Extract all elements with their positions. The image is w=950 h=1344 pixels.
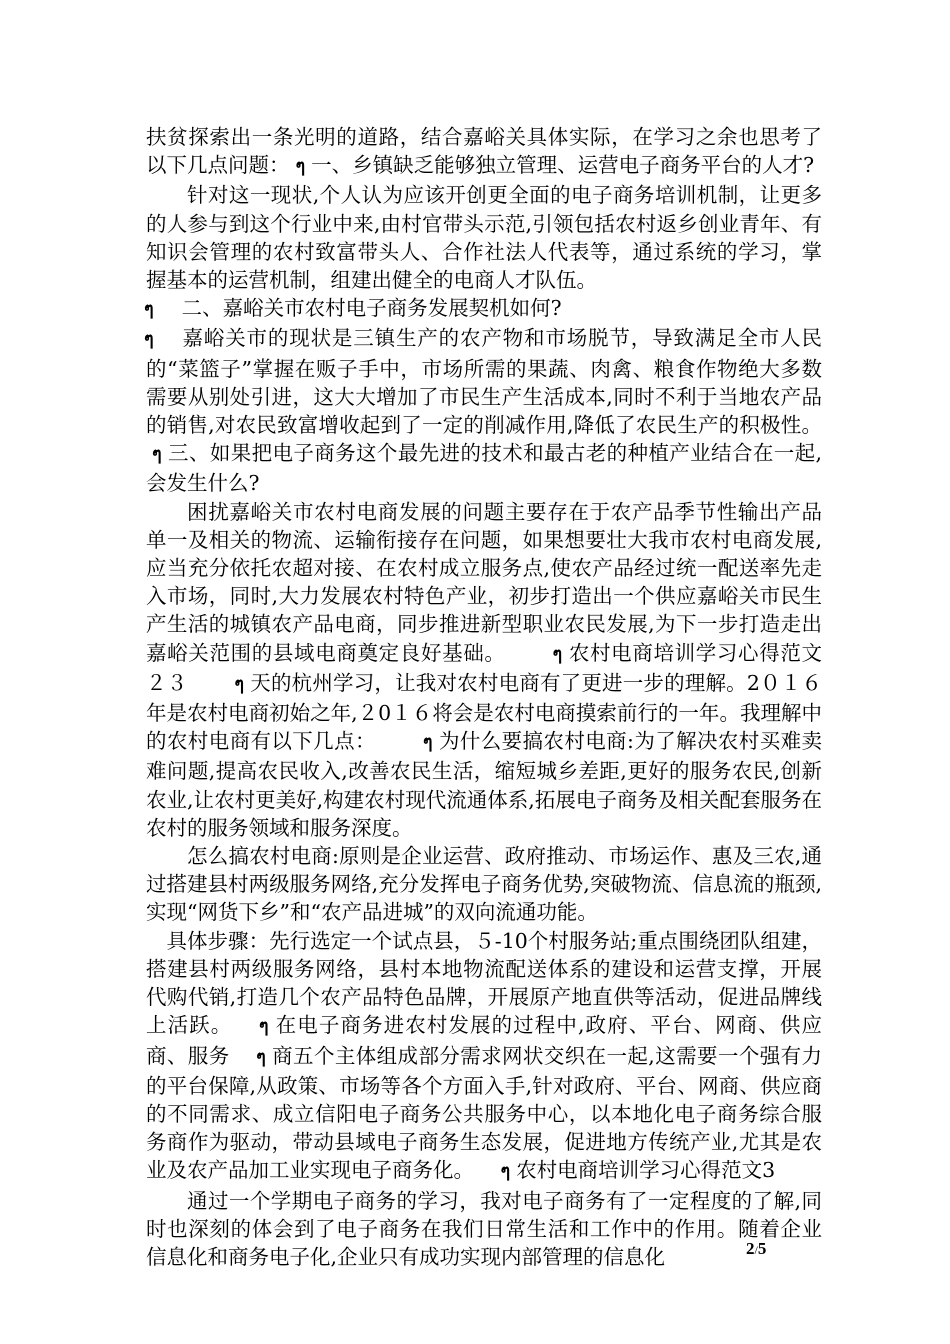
paragraph-text: 扶贫探索出一条光明的道路，结合嘉峪关具体实际，在学习之余也思考了以下几点问题： <box>146 125 822 178</box>
paragraph-text: 天的杭州学习，让我对农村电商有了更进一步的理解。2０１６年是农村电商初始之年,２0１６将会是农村电商摸索前行的一年。我理解中的农村电商有以下几点： <box>146 670 822 754</box>
paragraph <box>146 842 822 927</box>
paragraph <box>146 123 822 181</box>
paragraph <box>146 498 822 842</box>
paragraph-text: 农村电商培训学习心得范文3 <box>516 1158 776 1183</box>
paragraph-mark-icon: ๆ <box>144 299 154 321</box>
paragraph-text: 商五个主体组成部分需求网状交织在一起,这需要一个强有力的平台保障,从政策、市场等各个方面入手,针对政府、平台、网商、供应商的不同需求、成立信阳电子商务公共服务中心，以本地化电子商务综合服务商作为驱动，带动县域电子商务生态发展，促进地方传统产业,尤其是农业及农产品加工业实现电子商务化。 <box>146 1043 823 1183</box>
paragraph <box>146 1187 822 1272</box>
paragraph-text: 一、乡镇缺乏能够独立管理、运营电子商务平台的人才? <box>311 153 815 178</box>
document-body <box>146 123 822 1271</box>
paragraph-text: 在电子商务进农村发展的过程中,政府、平台、网商、供应商、服务 <box>146 1013 822 1068</box>
paragraph-text: 农村电商培训学习心得范文２３ <box>146 640 823 695</box>
paragraph-text: 针对这一现状,个人认为应该开创更全面的电子商务培训机制，让更多的人参与到这个行业中来,由村官带头示范,引领包括农村返乡创业青年、有知识会管理的农村致富带头人、合作社法人代表等，通过系统的学习，掌握基本的运营机制，组建出健全的电商人才队伍。 <box>146 183 822 293</box>
paragraph-mark-icon: ๆ <box>500 1161 511 1183</box>
paragraph-mark-icon: ๆ <box>144 329 154 351</box>
paragraph <box>146 927 822 1187</box>
paragraph-text: 通过一个学期电子商务的学习，我对电子商务有了一定程度的了解,同时也深刻的体会到了电子商务在我们日常生活和工作中的作用。随着企业信息化和商务电子化,企业只有成功实现内部管理的信息化 <box>146 1188 822 1269</box>
page-current: 2 <box>746 1239 755 1258</box>
page-separator: / <box>754 1243 758 1257</box>
paragraph-mark-icon: ๆ <box>295 156 306 178</box>
paragraph-text: 嘉峪关市的现状是三镇生产的农产物和市场脱节，导致满足全市人民的“菜篮子”掌握在贩子手中，市场所需的果蔬、肉禽、粮食作物绝大多数需要从别处引进，这大大增加了市民生产生活成本,同时不利于当地农产品的销售,对农民致富增收起到了一定的削减作用,降低了农民生产的积极性。 <box>146 326 822 438</box>
paragraph-mark-icon: ๆ <box>552 643 563 665</box>
paragraph-mark-icon: ๆ <box>258 1016 269 1038</box>
page-number <box>746 1239 766 1259</box>
paragraph-text: 怎么搞农村电商:原则是企业运营、政府推动、市场运作、惠及三农,通过搭建县村两级服务网络,充分发挥电子商务优势,突破物流、信息流的瓶颈,实现“网货下乡”和“农产品进城”的双向流通功能。 <box>146 844 822 925</box>
paragraph <box>146 324 822 497</box>
paragraph-text: 具体步骤：先行选定一个试点县，５-10个村服务站;重点围绕团队组建，搭建县村两级服务网络，县村本地物流配送体系的建设和运营支撑，开展代购代销,打造几个农产品特色品牌，开展原产地直供等活动，促进品牌线上活跃。 <box>146 928 822 1038</box>
paragraph-text: 三、如果把电子商务这个最先进的技术和最古老的种植产业结合在一起,会发生什么? <box>146 441 822 496</box>
paragraph <box>146 294 822 324</box>
paragraph-mark-icon: ๆ <box>152 444 162 466</box>
paragraph-mark-icon: ๆ <box>234 673 245 695</box>
paragraph-mark-icon: ๆ <box>422 732 433 754</box>
paragraph <box>146 181 822 294</box>
page-total: 5 <box>757 1239 767 1258</box>
paragraph-mark-icon: ๆ <box>256 1046 266 1068</box>
paragraph-text: 二、嘉峪关市农村电子商务发展契机如何? <box>181 296 562 321</box>
paragraph-text: 为什么要搞农村电商:为了解决农村买难卖难问题,提高农民收入,改善农民生活，缩短城乡差距,更好的服务农民,创新农业,让农村更美好,构建农村现代流通体系,拓展电子商务及相关配套服务在农村的服务领域和服务深度。 <box>146 729 823 840</box>
paragraph-text: 困扰嘉峪关市农村电商发展的问题主要存在于农产品季节性输出产品单一及相关的物流、运输衔接存在问题，如果想要壮大我市农村电商发展,应当充分依托农超对接、在农村成立服务点,使农产品经过统一配送率先走入市场，同时,大力发展农村特色产业，初步打造出一个供应嘉峪关市民生产生活的城镇农产品电商，同步推进新型职业农民发展,为下一步打造走出嘉峪关范围的县域电商奠定良好基础。 <box>146 499 822 665</box>
